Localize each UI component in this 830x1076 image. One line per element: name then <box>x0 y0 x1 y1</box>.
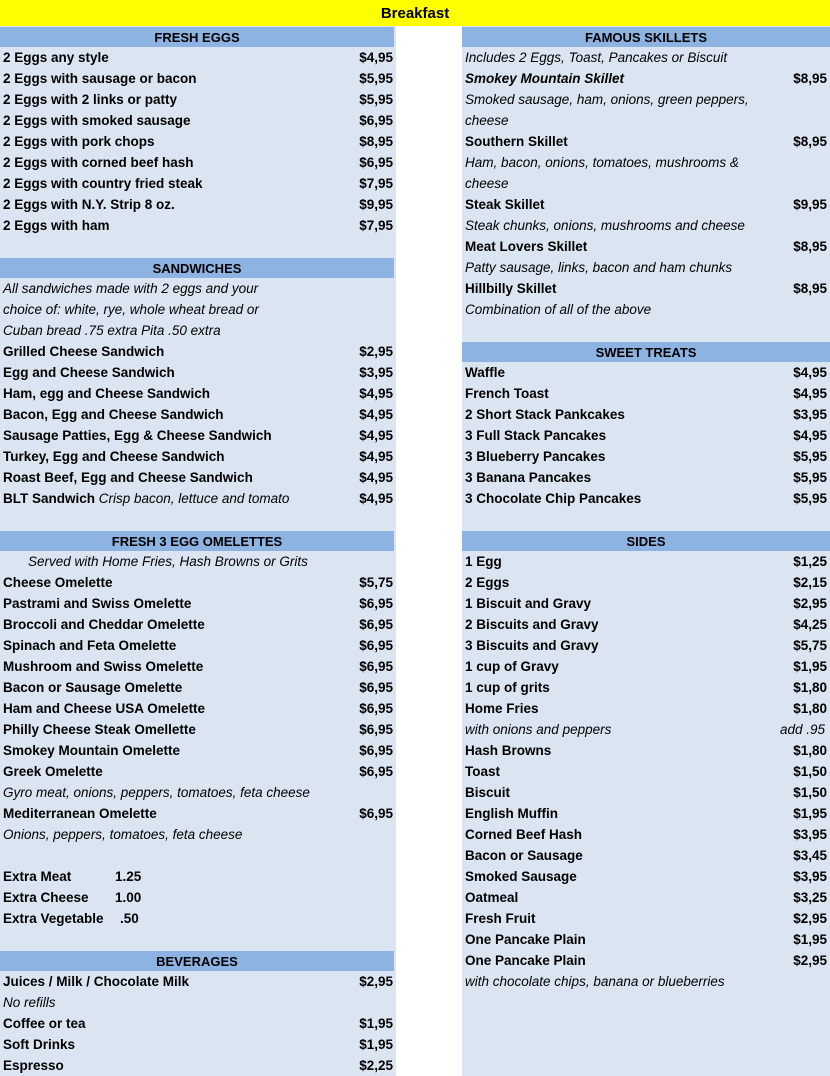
menu-item <box>3 47 393 68</box>
menu-item <box>3 89 393 110</box>
item-name: Mushroom and Swiss Omelette <box>3 659 204 674</box>
menu-item <box>3 341 393 362</box>
item-price: $6,95 <box>359 659 393 674</box>
menu-item <box>3 803 393 824</box>
item-name: Philly Cheese Steak Omellette <box>3 722 196 737</box>
menu-item <box>3 656 393 677</box>
menu-item <box>3 425 393 446</box>
item-name: One Pancake Plain <box>465 953 586 968</box>
item-name: Fresh Fruit <box>465 911 536 926</box>
item-price: $6,95 <box>359 680 393 695</box>
item-price: $8,95 <box>793 281 827 296</box>
skillet-description: Combination of all of the above <box>465 302 652 317</box>
menu-item <box>3 194 393 215</box>
item-price: $1,95 <box>793 806 827 821</box>
item-name: Smokey Mountain Omelette <box>3 743 181 758</box>
skillet-item <box>465 131 827 152</box>
menu-item <box>3 215 393 236</box>
item-price: $2,95 <box>793 953 827 968</box>
menu-item <box>465 425 827 446</box>
item-name: Cheese Omelette <box>3 575 113 590</box>
item-price: $3,95 <box>793 869 827 884</box>
item-name: Greek Omelette <box>3 764 103 779</box>
menu-item <box>3 173 393 194</box>
menu-item <box>465 635 827 656</box>
menu-item <box>3 362 393 383</box>
item-price: $1,50 <box>793 764 827 779</box>
menu-item <box>3 635 393 656</box>
item-name: 3 Full Stack Pancakes <box>465 428 607 443</box>
menu-item <box>3 593 393 614</box>
item-price: $4,95 <box>793 386 827 401</box>
menu-item <box>3 719 393 740</box>
menu-item <box>465 929 827 950</box>
item-price: $1,95 <box>359 1016 393 1031</box>
extra-name: Extra Meat <box>3 869 72 884</box>
item-price: $8,95 <box>359 134 393 149</box>
item-price: $6,95 <box>359 806 393 821</box>
home-fries-note: with onions and peppers add .95 <box>465 719 827 740</box>
item-name: One Pancake Plain <box>465 932 586 947</box>
item-name: Hash Browns <box>465 743 552 758</box>
item-name: 2 Short Stack Pankcakes <box>465 407 625 422</box>
skillet-description: cheese <box>465 176 509 191</box>
item-price: $2,95 <box>359 344 393 359</box>
item-name: 3 Chocolate Chip Pancakes <box>465 491 642 506</box>
item-price: $6,95 <box>359 596 393 611</box>
menu-item <box>3 110 393 131</box>
item-name: Smoked Sausage <box>465 869 577 884</box>
menu-item <box>465 803 827 824</box>
sandwiches-heading: SANDWICHES <box>0 258 394 278</box>
skillet-description: Ham, bacon, onions, tomatoes, mushrooms & <box>465 155 739 170</box>
skillet-description: Steak chunks, onions, mushrooms and cheese <box>465 218 745 233</box>
item-price: $2,25 <box>359 1058 393 1073</box>
menu-item <box>3 1013 393 1034</box>
item-name: 3 Blueberry Pancakes <box>465 449 606 464</box>
menu-item <box>465 362 827 383</box>
skillet-item <box>465 68 827 89</box>
home-fries-addon: add .95 <box>779 722 825 737</box>
menu-item <box>3 971 393 992</box>
extra-value: 1.00 <box>115 890 142 905</box>
item-price: $3,95 <box>359 365 393 380</box>
item-name: Steak Skillet <box>465 197 545 212</box>
item-name: Juices / Milk / Chocolate Milk <box>3 974 190 989</box>
menu-item <box>465 467 827 488</box>
menu-item <box>3 761 393 782</box>
skillets-intro: Includes 2 Eggs, Toast, Pancakes or Biscuit <box>465 50 728 65</box>
item-name: French Toast <box>465 386 549 401</box>
item-price: $8,95 <box>793 239 827 254</box>
item-price: $5,95 <box>793 449 827 464</box>
item-price: $5,75 <box>793 638 827 653</box>
item-name: Home Fries <box>465 701 539 716</box>
item-name: Coffee or tea <box>3 1016 86 1031</box>
menu-item <box>465 488 827 509</box>
item-name: 2 Eggs with pork chops <box>3 134 155 149</box>
item-name: Mediterranean Omelette <box>3 806 157 821</box>
item-name: 2 Eggs with smoked sausage <box>3 113 191 128</box>
menu-item <box>3 68 393 89</box>
menu-item <box>465 887 827 908</box>
menu-item <box>465 866 827 887</box>
sandwich-note: All sandwiches made with 2 eggs and your <box>3 281 259 296</box>
item-name: 2 Eggs with sausage or bacon <box>3 71 197 86</box>
extra-value: .50 <box>120 911 139 926</box>
extra-item <box>3 908 393 929</box>
menu-item <box>3 1055 393 1076</box>
item-name: Hillbilly Skillet <box>465 281 557 296</box>
item-name: BLT Sandwich <box>3 491 96 506</box>
skillet-description: Patty sausage, links, bacon and ham chunks <box>465 260 733 275</box>
item-price: $4,95 <box>359 50 393 65</box>
item-name: 2 Eggs any style <box>3 50 109 65</box>
skillet-item <box>465 278 827 299</box>
skillet-description: cheese <box>465 113 509 128</box>
menu-item-blt <box>3 488 393 509</box>
menu-item <box>465 551 827 572</box>
item-name: Biscuit <box>465 785 511 800</box>
item-name: Ham and Cheese USA Omelette <box>3 701 206 716</box>
item-name: Southern Skillet <box>465 134 568 149</box>
item-price: $4,25 <box>793 617 827 632</box>
menu-item <box>3 152 393 173</box>
item-price: $7,95 <box>359 218 393 233</box>
menu-item <box>465 446 827 467</box>
item-price: $6,95 <box>359 638 393 653</box>
item-name: Roast Beef, Egg and Cheese Sandwich <box>3 470 253 485</box>
menu-item <box>465 656 827 677</box>
item-price: $1,25 <box>793 554 827 569</box>
item-name: Turkey, Egg and Cheese Sandwich <box>3 449 225 464</box>
item-price: $3,95 <box>793 827 827 842</box>
item-price: $4,95 <box>793 365 827 380</box>
skillet-item <box>465 236 827 257</box>
item-name: 2 Eggs <box>465 575 510 590</box>
item-name: 1 cup of Gravy <box>465 659 559 674</box>
item-name: Pastrami and Swiss Omelette <box>3 596 192 611</box>
item-name: Spinach and Feta Omelette <box>3 638 177 653</box>
menu-item <box>3 446 393 467</box>
item-name: Smokey Mountain Skillet <box>465 71 625 86</box>
menu-item <box>465 677 827 698</box>
menu-item <box>3 404 393 425</box>
menu-item <box>3 698 393 719</box>
item-name: 2 Eggs with country fried steak <box>3 176 203 191</box>
skillets-heading: FAMOUS SKILLETS <box>462 27 830 47</box>
item-price: $3,25 <box>793 890 827 905</box>
menu-item <box>3 131 393 152</box>
menu-item <box>465 740 827 761</box>
menu-item <box>465 404 827 425</box>
item-price: $4,95 <box>359 428 393 443</box>
item-price: $4,95 <box>359 386 393 401</box>
item-price: $4,95 <box>359 407 393 422</box>
item-name: 2 Eggs with ham <box>3 218 110 233</box>
item-price: $4,95 <box>359 491 393 506</box>
beverages-heading: BEVERAGES <box>0 951 394 971</box>
item-price: $8,95 <box>793 134 827 149</box>
item-price: $1,50 <box>793 785 827 800</box>
item-name: 2 Eggs with corned beef hash <box>3 155 194 170</box>
item-name: 2 Eggs with 2 links or patty <box>3 92 178 107</box>
item-name: Bacon, Egg and Cheese Sandwich <box>3 407 224 422</box>
skillet-description: Smoked sausage, ham, onions, green peppers, <box>465 92 749 107</box>
extra-value: 1.25 <box>115 869 142 884</box>
sides-heading: SIDES <box>462 531 830 551</box>
item-name: Egg and Cheese Sandwich <box>3 365 175 380</box>
menu-item <box>3 467 393 488</box>
item-name: Waffle <box>465 365 505 380</box>
item-name: 1 cup of grits <box>465 680 550 695</box>
omelettes-heading: FRESH 3 EGG OMELETTES <box>0 531 394 551</box>
item-price: $8,95 <box>793 71 827 86</box>
sandwich-note: choice of: white, rye, whole wheat bread or <box>3 302 259 317</box>
sandwich-note: Cuban bread .75 extra Pita .50 extra <box>3 323 221 338</box>
menu-item <box>465 824 827 845</box>
item-note: Crisp bacon, lettuce and tomato <box>95 491 290 506</box>
item-price: $6,95 <box>359 764 393 779</box>
item-price: $6,95 <box>359 617 393 632</box>
menu-title: Breakfast <box>0 0 830 26</box>
item-name: Sausage Patties, Egg & Cheese Sandwich <box>3 428 272 443</box>
omelette-served-note: Served with Home Fries, Hash Browns or Grits <box>28 554 308 569</box>
menu-item <box>465 908 827 929</box>
extra-item <box>3 866 393 887</box>
item-price: $4,95 <box>793 428 827 443</box>
item-price: $6,95 <box>359 113 393 128</box>
item-name: Bacon or Sausage Omelette <box>3 680 183 695</box>
item-price: $1,80 <box>793 680 827 695</box>
menu-item <box>465 614 827 635</box>
item-name: Grilled Cheese Sandwich <box>3 344 165 359</box>
greek-omelette-note: Gyro meat, onions, peppers, tomatoes, feta cheese <box>3 785 310 800</box>
menu-item <box>465 845 827 866</box>
item-price: $1,95 <box>793 932 827 947</box>
item-price: $5,95 <box>793 491 827 506</box>
menu-item <box>465 782 827 803</box>
menu-item <box>465 593 827 614</box>
item-price: $1,80 <box>793 701 827 716</box>
item-price: $3,95 <box>793 407 827 422</box>
no-refills-note: No refills <box>3 995 56 1010</box>
item-name: Meat Lovers Skillet <box>465 239 588 254</box>
menu-item <box>465 698 827 719</box>
menu-item <box>465 383 827 404</box>
item-name: Ham, egg and Cheese Sandwich <box>3 386 211 401</box>
menu-item <box>465 950 827 971</box>
extra-name: Extra Vegetable <box>3 911 104 926</box>
menu-item <box>3 1034 393 1055</box>
item-price: $7,95 <box>359 176 393 191</box>
item-name: 1 Egg <box>465 554 502 569</box>
extra-name: Extra Cheese <box>3 890 89 905</box>
item-name: Toast <box>465 764 501 779</box>
item-price: $4,95 <box>359 470 393 485</box>
mediterranean-note: Onions, peppers, tomatoes, feta cheese <box>3 827 243 842</box>
item-name: 2 Eggs with N.Y. Strip 8 oz. <box>3 197 175 212</box>
menu-item <box>3 677 393 698</box>
item-name: Broccoli and Cheddar Omelette <box>3 617 205 632</box>
item-name: 2 Biscuits and Gravy <box>465 617 599 632</box>
fresh-eggs-heading: FRESH EGGS <box>0 27 394 47</box>
item-price: $5,95 <box>359 92 393 107</box>
item-name: Corned Beef Hash <box>465 827 583 842</box>
item-name: 3 Banana Pancakes <box>465 470 592 485</box>
extra-item <box>3 887 393 908</box>
item-name: Oatmeal <box>465 890 519 905</box>
sweet-treats-heading: SWEET TREATS <box>462 342 830 362</box>
item-price: $5,75 <box>359 575 393 590</box>
menu-item <box>465 761 827 782</box>
item-price: $6,95 <box>359 701 393 716</box>
menu-item <box>465 572 827 593</box>
menu-item <box>3 572 393 593</box>
item-name: Bacon or Sausage <box>465 848 583 863</box>
item-price: $3,45 <box>793 848 827 863</box>
item-price: $6,95 <box>359 743 393 758</box>
item-price: $5,95 <box>359 71 393 86</box>
menu-item <box>3 383 393 404</box>
item-price: $1,95 <box>359 1037 393 1052</box>
item-price: $4,95 <box>359 449 393 464</box>
pancake-note: with chocolate chips, banana or blueberries <box>465 974 725 989</box>
item-price: $9,95 <box>359 197 393 212</box>
item-price: $2,15 <box>793 575 827 590</box>
item-price: $6,95 <box>359 155 393 170</box>
item-price: $1,80 <box>793 743 827 758</box>
menu-item <box>3 740 393 761</box>
item-name: 1 Biscuit and Gravy <box>465 596 592 611</box>
item-price: $2,95 <box>793 911 827 926</box>
item-price: $5,95 <box>793 470 827 485</box>
menu-item <box>3 614 393 635</box>
item-price: $1,95 <box>793 659 827 674</box>
item-name: Espresso <box>3 1058 64 1073</box>
item-price: $2,95 <box>359 974 393 989</box>
item-name: English Muffin <box>465 806 558 821</box>
item-price: $9,95 <box>793 197 827 212</box>
item-price: $2,95 <box>793 596 827 611</box>
item-name: 3 Biscuits and Gravy <box>465 638 599 653</box>
skillet-item <box>465 194 827 215</box>
item-name: Soft Drinks <box>3 1037 76 1052</box>
item-price: $6,95 <box>359 722 393 737</box>
